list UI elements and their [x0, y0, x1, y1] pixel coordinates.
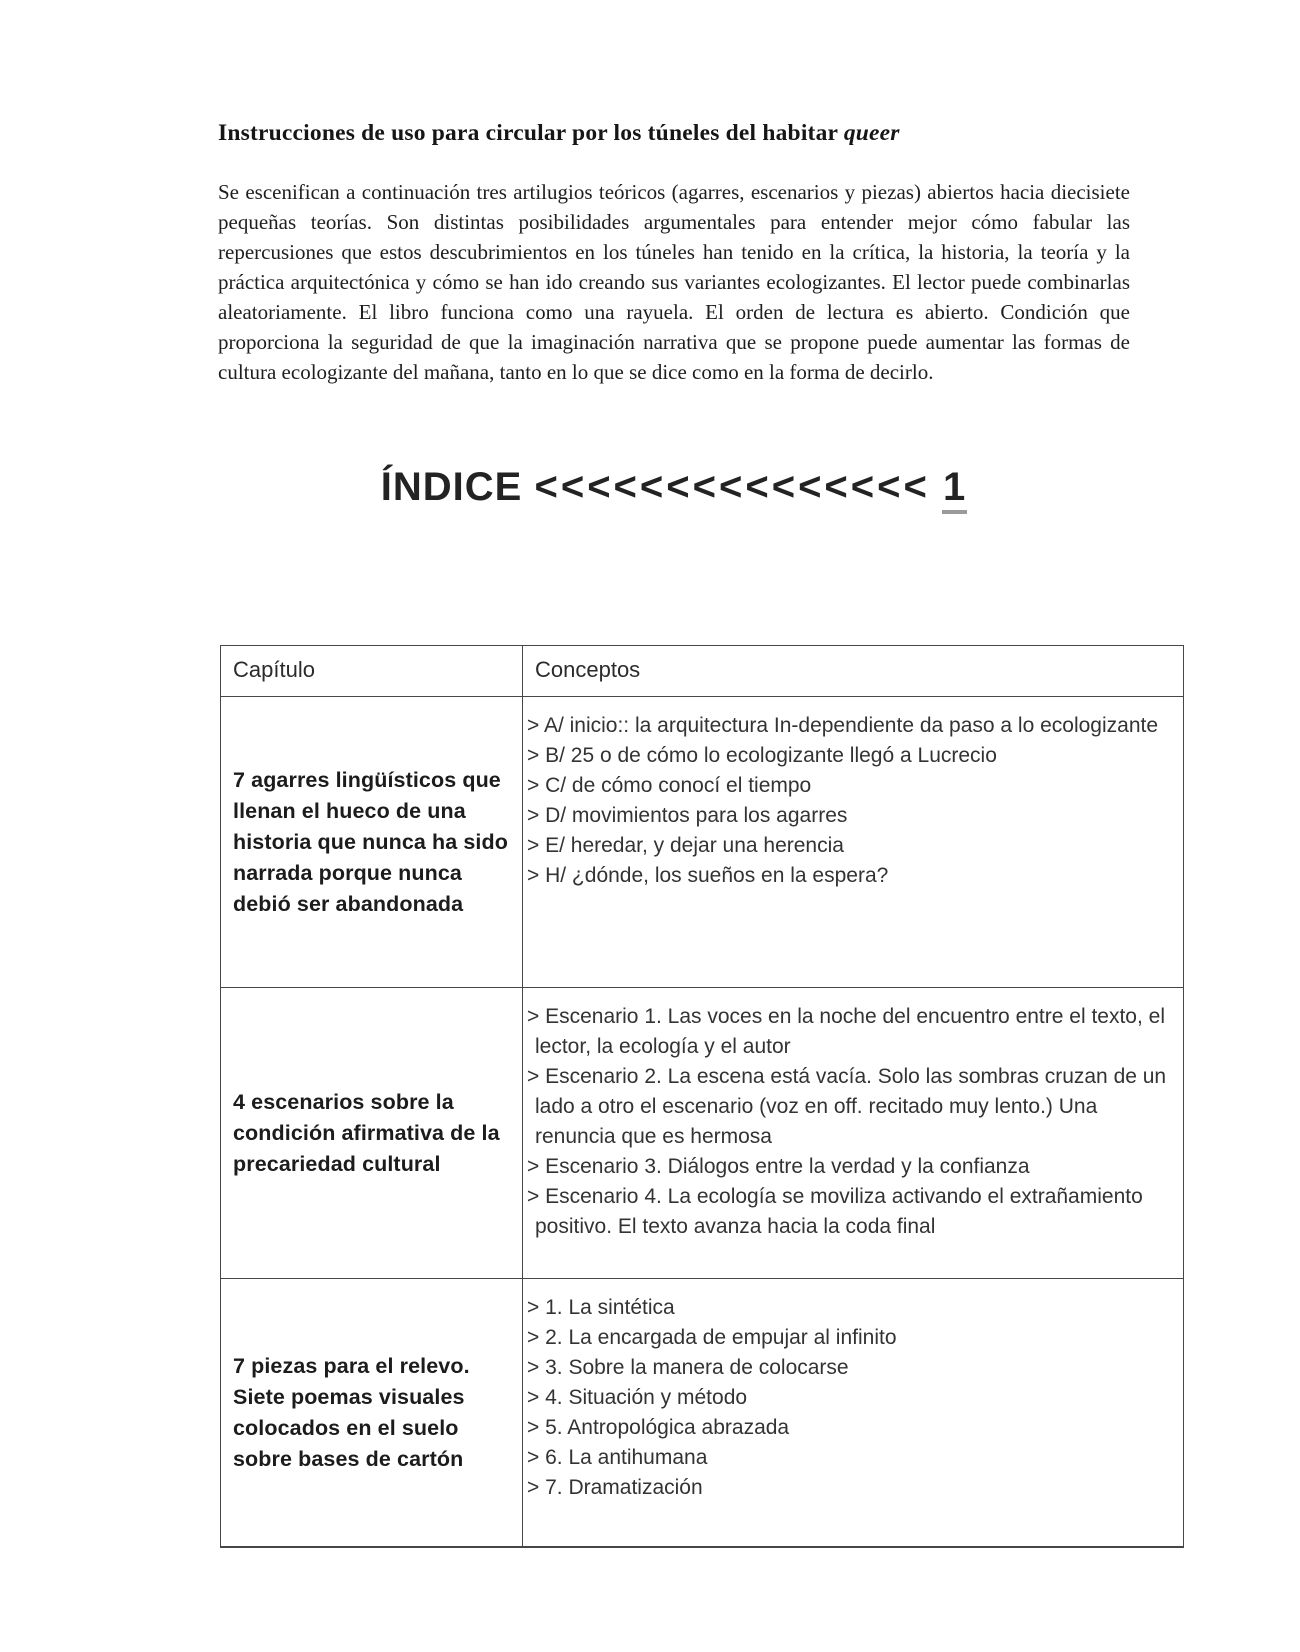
concept-item: > C/ de cómo conocí el tiempo — [527, 774, 812, 797]
page-title-text: Instrucciones de uso para circular por los túneles del habitar — [218, 120, 838, 146]
index-page-number: 1 — [942, 465, 967, 514]
concept-item: > Escenario 1. Las voces en la noche del encuentro entre el texto, el lector, la ecología y el autor — [527, 1005, 1165, 1058]
concepts-list — [523, 1279, 1184, 1548]
concept-item: > 2. La encargada de empujar al infinito — [527, 1326, 897, 1349]
concept-item: > 7. Dramatización — [527, 1476, 703, 1499]
concept-item: > 3. Sobre la manera de colocarse — [527, 1356, 849, 1379]
concept-item: > Escenario 4. La ecología se moviliza activando el extrañamiento positivo. El texto avanza hacia la coda final — [527, 1185, 1143, 1238]
concept-item: > 1. La sintética — [527, 1296, 675, 1319]
column-header-conceptos: Conceptos — [523, 646, 1184, 697]
concept-item: > Escenario 2. La escena está vacía. Solo las sombras cruzan de un lado a otro el escenario (voz en off. recitado muy lento.) Una renuncia que es hermosa — [527, 1065, 1167, 1148]
page-title — [218, 120, 1130, 147]
chapter-title: 7 piezas para el relevo. Siete poemas visuales colocados en el suelo sobre bases de cartón — [221, 1279, 523, 1548]
index-heading — [218, 465, 1130, 510]
concept-item: > Escenario 3. Diálogos entre la verdad y la confianza — [527, 1155, 1030, 1178]
concept-item: > 4. Situación y método — [527, 1386, 748, 1409]
table-row-escenarios — [221, 988, 1184, 1279]
concept-item: > 5. Antropológica abrazada — [527, 1416, 790, 1439]
content-column — [218, 0, 1130, 510]
index-heading-label: ÍNDICE — [380, 465, 523, 509]
table-row-piezas — [221, 1279, 1184, 1548]
intro-paragraph: Se escenifican a continuación tres artilugios teóricos (agarres, escenarios y piezas) abiertos hacia diecisiete pequeñas teorías. Son distintas posibilidades argumentales para entender mejor cómo fabular las repercusiones que estos descubrimientos en los túneles han tenido en la crítica, la historia, la teoría y la práctica arquitectónica y cómo se han ido creando sus variantes ecologizantes. El lector puede combinarlas aleatoriamente. El libro funciona como una rayuela. El orden de lectura es abierto. Condición que proporciona la seguridad de que la imaginación narrativa que se propone puede aumentar las formas de cultura ecologizante del mañana, tanto en lo que se dice como en la forma de decirlo. — [218, 180, 1130, 384]
concept-item: > E/ heredar, y dejar una herencia — [527, 834, 844, 857]
chapter-title: 7 agarres lingüísticos que llenan el hueco de una historia que nunca ha sido narrada porque nunca debió ser abandonada — [221, 697, 523, 988]
concept-item: > B/ 25 o de cómo lo ecologizante llegó a Lucrecio — [527, 744, 997, 767]
concept-item: > 6. La antihumana — [527, 1446, 708, 1469]
concept-item: > D/ movimientos para los agarres — [527, 804, 848, 827]
table-row-agarres — [221, 697, 1184, 988]
concepts-list — [523, 988, 1184, 1279]
column-header-capitulo: Capítulo — [221, 646, 523, 697]
index-table — [220, 645, 1184, 1548]
table-header-row — [221, 646, 1184, 697]
concept-item: > H/ ¿dónde, los sueños en la espera? — [527, 864, 889, 887]
concept-item: > A/ inicio:: la arquitectura In-dependiente da paso a lo ecologizante — [527, 714, 1159, 737]
page-title-italic-word: queer — [843, 120, 900, 146]
chapter-title: 4 escenarios sobre la condición afirmativa de la precariedad cultural — [221, 988, 523, 1279]
chevrons-decoration: <<<<<<<<<<<<<<< — [534, 465, 930, 509]
concepts-list — [523, 697, 1184, 988]
